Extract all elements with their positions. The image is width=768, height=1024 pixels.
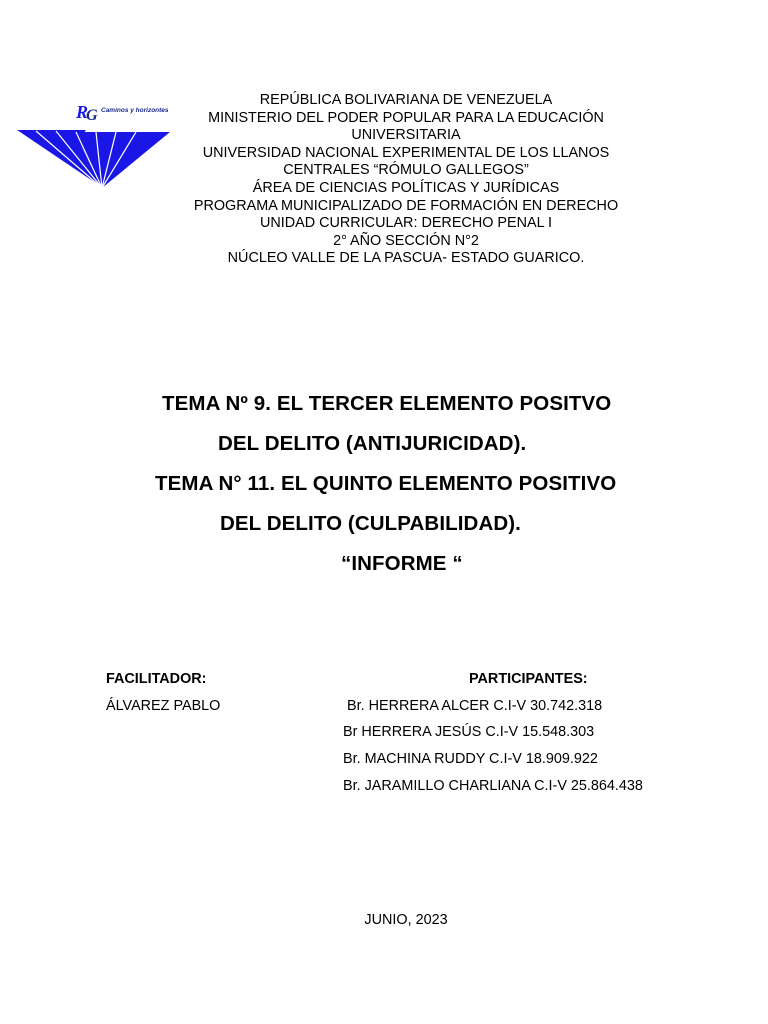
header-line: REPÚBLICA BOLIVARIANA DE VENEZUELA: [259, 92, 553, 108]
svg-text:R: R: [76, 102, 89, 122]
header-line: ÁREA DE CIENCIAS POLÍTICAS Y JURÍDICAS: [252, 179, 560, 196]
participant-item: Br HERRERA JESÚS C.I-V 15.548.303: [343, 724, 595, 740]
logo-graphic: [16, 96, 170, 188]
topic-line-3: TEMA N° 11. EL QUINTO ELEMENTO POSITIVO: [155, 472, 617, 495]
institution-header: [150, 92, 662, 268]
participant-item: Br. JARAMILLO CHARLIANA C.I-V 25.864.438: [343, 778, 643, 794]
participants-label: PARTICIPANTES:: [469, 671, 588, 687]
topic-line-4: DEL DELITO (CULPABILIDAD).: [220, 512, 521, 535]
header-line: PROGRAMA MUNICIPALIZADO DE FORMACIÓN EN DERECHO: [193, 197, 619, 214]
participant-item: Br. MACHINA RUDDY C.I-V 18.909.922: [343, 751, 598, 767]
report-title: “INFORME “: [341, 552, 463, 575]
header-line: UNIVERSITARIA: [351, 127, 461, 144]
topic-line-2: DEL DELITO (ANTIJURICIDAD).: [218, 432, 527, 455]
facilitator-name: ÁLVAREZ PABLO: [106, 698, 221, 714]
participant-item: Br. HERRERA ALCER C.I-V 30.742.318: [347, 698, 603, 714]
logo-text: Caminos y horizontes: [101, 107, 169, 114]
university-logo: [16, 96, 170, 188]
header-line: 2° AÑO SECCIÓN N°2: [333, 232, 479, 249]
header-line: NÚCLEO VALLE DE LA PASCUA- ESTADO GUARICO.: [227, 250, 585, 267]
topic-line-1: TEMA Nº 9. EL TERCER ELEMENTO POSITVO: [162, 392, 612, 415]
header-line: CENTRALES “RÓMULO GALLEGOS”: [283, 162, 529, 179]
header-line: UNIVERSIDAD NACIONAL EXPERIMENTAL DE LOS LLANOS: [202, 144, 610, 161]
svg-text:G: G: [86, 107, 98, 124]
facilitator-label: FACILITADOR:: [106, 671, 207, 687]
header-line: UNIDAD CURRICULAR: DERECHO PENAL I: [259, 215, 553, 232]
document-date: JUNIO, 2023: [364, 912, 448, 928]
header-line: MINISTERIO DEL PODER POPULAR PARA LA EDUCACIÓN: [208, 109, 604, 126]
